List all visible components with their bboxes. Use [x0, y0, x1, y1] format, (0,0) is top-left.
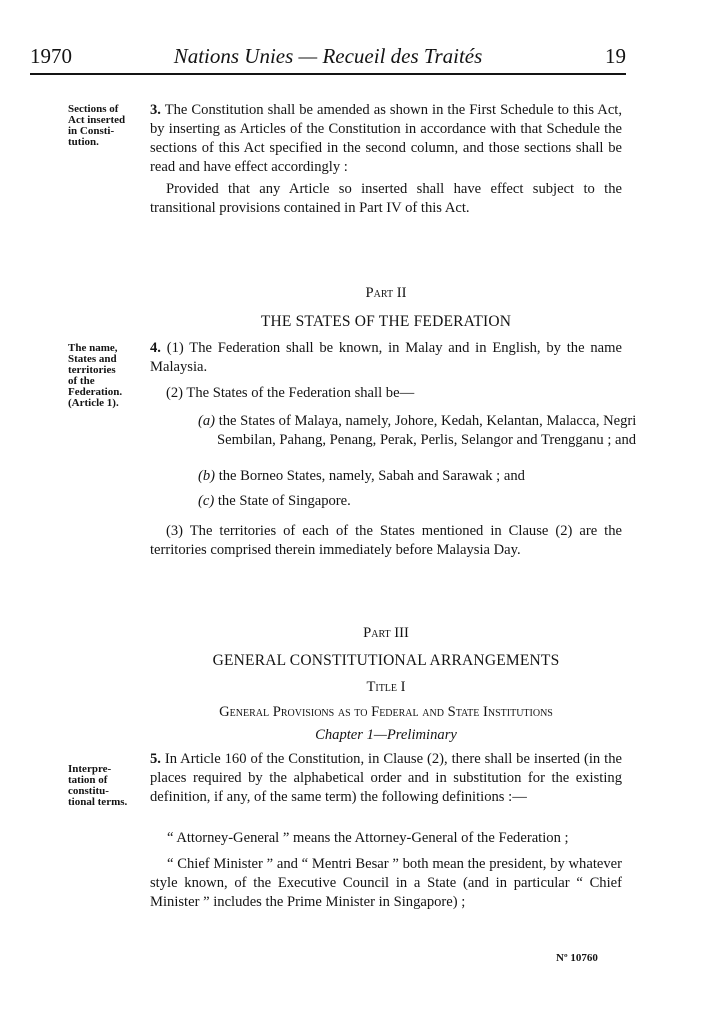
- margin-note-line: tution.: [68, 136, 99, 148]
- section-4-number: 4.: [150, 340, 161, 356]
- section-5-number: 5.: [150, 751, 161, 767]
- definition-attorney-general: “ Attorney-General ” means the Attorney-General of the Federation ;: [167, 830, 569, 846]
- margin-note-line: Federation.: [68, 386, 123, 398]
- running-header: [30, 44, 626, 74]
- margin-note-line: Sections of: [68, 103, 119, 115]
- header-title: Nations Unies — Recueil des Traités: [173, 44, 483, 68]
- header-page-number: 19: [605, 44, 626, 68]
- margin-note-line: The name,: [68, 342, 118, 354]
- section-4-item-c: [198, 492, 641, 511]
- title-1-label: Title I: [366, 679, 406, 695]
- margin-note-line: territories: [68, 364, 116, 376]
- margin-note-line: of the: [68, 375, 95, 387]
- section-4-item-a: [198, 412, 641, 449]
- margin-note-line: constitu-: [68, 785, 109, 797]
- title-1-subtitle: General Provisions as to Federal and State Institutions: [219, 704, 553, 720]
- part-3-label: Part III: [363, 625, 409, 641]
- margin-note-line: tation of: [68, 774, 108, 786]
- section-4-clause-3: (3) The territories of each of the States mentioned in Clause (2) are the territories comprised therein immediately before Malaysia Day.: [150, 523, 622, 558]
- margin-note-line: (Article 1).: [68, 397, 119, 409]
- margin-note-section-4: [68, 343, 146, 409]
- part-2-label: Part II: [365, 285, 407, 301]
- margin-note-section-3: [68, 104, 146, 148]
- item-text: the Borneo States, namely, Sabah and Sarawak ; and: [218, 468, 525, 484]
- section-4-clause-2: (2) The States of the Federation shall be—: [166, 385, 415, 401]
- margin-note-line: Interpre-: [68, 763, 112, 775]
- part-2-title: THE STATES OF THE FEDERATION: [260, 313, 512, 330]
- section-5-text: [150, 750, 622, 807]
- section-3-proviso: Provided that any Article so inserted shall have effect subject to the transitional provisions contained in Part IV of this Act.: [150, 181, 622, 216]
- margin-note-line: Act inserted: [68, 114, 126, 126]
- section-5-body: In Article 160 of the Constitution, in Clause (2), there shall be inserted (in the places required by the alphabetical order and in substitution for the existing definition, if any, of the same term) the following definitions :—: [150, 751, 622, 805]
- margin-note-line: States and: [68, 353, 117, 365]
- section-3-body: The Constitution shall be amended as shown in the First Schedule to this Act, by inserting as Articles of the Constitution in accordance with that Schedule the sections of this Act specified in the second column, and those sections shall be read and have effect accordingly :: [150, 102, 622, 175]
- section-3-number: 3.: [150, 102, 161, 118]
- header-year: 1970: [30, 44, 72, 68]
- section-4-item-b: [198, 467, 641, 486]
- part-3-title: GENERAL CONSTITUTIONAL ARRANGEMENTS: [212, 652, 560, 669]
- section-4-clause-1: [150, 339, 622, 377]
- item-text: the State of Singapore.: [217, 493, 351, 509]
- document-number: Nº 10760: [556, 952, 598, 964]
- margin-note-section-5: [68, 764, 146, 808]
- margin-note-line: tional terms.: [68, 796, 128, 808]
- margin-note-line: in Consti-: [68, 125, 115, 137]
- section-4-clause-1-body: (1) The Federation shall be known, in Malay and in English, by the name Malaysia.: [150, 340, 622, 375]
- item-label: (c): [198, 493, 215, 509]
- chapter-heading: Chapter 1—Preliminary: [315, 727, 457, 743]
- item-text: the States of Malaya, namely, Johore, Kedah, Kelantan, Malacca, Negri Sembilan, Pahang, Penang, Perak, Perlis, Selangor and Trengganu ; and: [217, 413, 637, 448]
- header-rule: [30, 73, 626, 75]
- definition-chief-minister: “ Chief Minister ” and “ Mentri Besar ” both mean the president, by whatever style known, of the Executive Council in a State (and in particular “ Chief Minister ” includes the Prime Minister in Singapore) ;: [150, 856, 622, 910]
- section-3-text: [150, 101, 622, 177]
- item-label: (b): [198, 468, 216, 484]
- item-label: (a): [198, 413, 216, 429]
